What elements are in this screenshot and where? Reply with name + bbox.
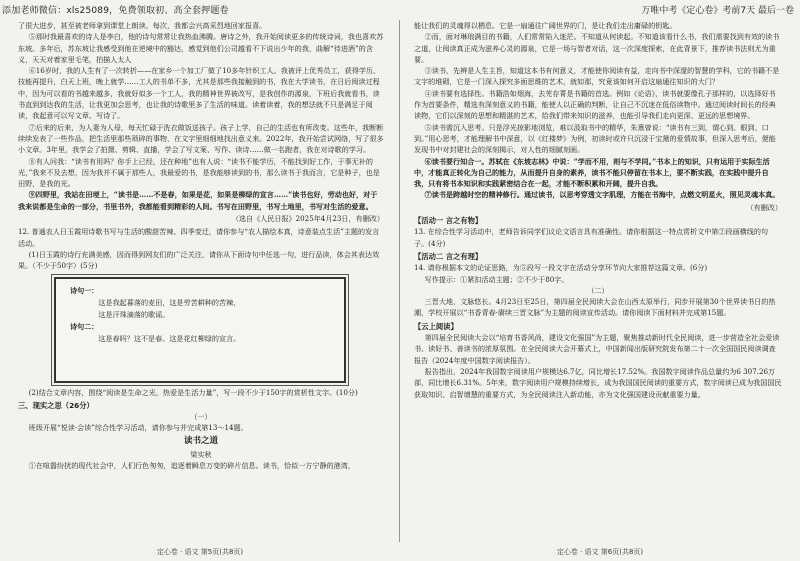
- question-14: 14. 请你根据本文的论证思路，为⑤段写一段文字在活动分享环节向大家推荐这篇文章。(6分): [414, 263, 708, 273]
- question-12-2: (2)结合文章内容，围绕“阅读是生命之光，热爱是生活力量”，写一段不少于150字的赏析性文字。(10分): [28, 387, 358, 397]
- paragraph: ⑦后来的后来，为人妻为人母，每天忙碌于洗衣做饭送孩子。孩子上学，自己的生活也有所改变。这些年，我断断续续发表了一些作品，把生活里那些琐碎的事物，在文字里细细地找出意义来。2022年，我开始尝试网络，写了很多小文章。3年里，我学会了拍摄、剪辑、直播，学会了写文案、写作、读诗……做一名跑者，我在对诗歌的学习。: [18, 122, 384, 155]
- paragraph: ⑥16岁时，我的人生有了一次转折——在家乡一个加工厂做了10多年针织工人。我被评上优秀员工，获得学历、技能再提升，白天上班，晚上就学……工人的书单不多，尤其是那些我接触到的书，我在大学读书，在日后阅读过程中，因为可以看的书越来越多，我就好似多一个工人，我的精神世界被改写，是我创作的源泉，下班后我就看书，读书直到到达我的生活，让我更加会思考，也让我的诗歌里多了生活的味道。读着读着，我的想法就不只是满足于阅读，我起意可以写文章、写诗了。: [18, 66, 381, 121]
- paragraph: ③读书，先辨是人生主旨，知道这本书有何意义，才能使你阅读有益，走向书中深邃的智慧的学科，它的书籍不是文字的堆砌，它是一门深入探究多面思维的艺术，就如那，究竟该如何开启这扇通往知识的大门？: [414, 66, 780, 87]
- section-title: 三、现实之思（26分）: [18, 400, 94, 410]
- paragraph: 了很大进步，甚至被老师拿到课堂上朗读。每次，我都会兴高采烈地回家报喜。: [18, 21, 267, 30]
- paragraph: ⑤读书需沉入思考。只是浮光掠影地浏览，难以汲取书中的精华，朱熹曾说：“读书有三到，谓心到、眼到、口到。”用心思考，才能理解书中深意，以《红楼梦》为例，初读时或许只沉浸于宝黛的爱情故事，但深入思考后，便能发现书中对封建社会的深刻揭示，对人性的细腻刻画。: [414, 122, 776, 155]
- paragraph: 能让我们的灵魂得以栖息。它是一扇通往广阔世界的门，是让我们走出庸碌的钥匙。: [414, 21, 677, 30]
- left-column: [18, 20, 384, 540]
- paragraph: ⑦读书是跨越时空的精神修行。通过读书，以思考穿透文字肌理，方能在书海中，点燃文明星火，照见灵魂本真。: [424, 190, 780, 200]
- material-paragraph: 报告指出，2024年我国数字阅读用户规模达6.7亿，同比增长17.52%。我国数字阅读作品总量约为6 307.26万部，同比增长6.31%。5年来，数字阅读用户规模持续增长，成为我国国民阅读的重要方式，数字阅读已成为我国国民获取知识、启智增慧的重要方式，为全民阅读注入新动能，亦为文化强国建设贡献重要力量。: [414, 366, 782, 399]
- paragraph: ①在喧嚣纷扰的现代社会中，人们行色匆匆，追逐着瞬息万变的碎片信息。读书，恰似一方宁静的港湾，: [28, 461, 355, 471]
- activity-2-title: 【活动二 言之有理】: [414, 251, 483, 261]
- page-footer-left: 定心卷 · 语文 第5页(共8页): [156, 548, 244, 556]
- activity-1-title: 【活动一 言之有物】: [414, 216, 483, 226]
- paragraph: ⑧有人问我：“读书有用吗？你手上已经，还在种地”也有人说：“读书不能学历，不能找到好工作，于事无补的光，”我来不及去想，因为我并不属于那些人，我最爱的书，是我能够读到的书，那么读书于我而言，它是种子，也是田野，是我的光。: [18, 156, 380, 189]
- cloud-reading-title: 【云上阅读】: [414, 321, 458, 331]
- activity-intro: 三晋大地，文脉悠长。4月23日至25日，第四届全民阅读大会在山西太原举行，同步开展第30个世界读书日的热潮，学校开展以“书香青春·赓续三晋文脉”为主题的阅读宣传活动。请你阅读下面材料并完成第15题。: [414, 297, 776, 318]
- source-note: （有删改）: [746, 202, 782, 212]
- poem-2-label: 诗句二：: [70, 321, 99, 331]
- poem-1-label: 诗句一：: [70, 285, 99, 295]
- poem-2-line: 这是春吗？这不是春。这是花红柳绿的宣言。: [98, 333, 241, 343]
- subsection-label: （二）: [587, 285, 609, 295]
- subsection-label: （一）: [190, 412, 212, 422]
- watermark-header: 添加老师微信：xls25089，免费领取初、高全套押题卷: [2, 6, 229, 16]
- paragraph: ⑨四野里，我站在田埂上，“读书是……不是春，如果是花，如果是柳绿的宣言……”读书也好，劳动也好，对于我来说都是生命的一部分，书里书外，我都能看到精彩的人间。书写在田野里，书写土地里，书写对生活的爱意。: [18, 190, 378, 211]
- page-footer-right: 定心卷 · 语文 第6页(共8页): [556, 548, 644, 556]
- essay-author: 梁实秋: [190, 450, 212, 460]
- question-12-1: (1)日玉霞的诗行充满美感，因而得到网友们的广泛关注，请你从下面诗句中任选一句，进行品读，体会其表达效果。（不少于50字）(5分): [18, 249, 380, 271]
- right-column: [414, 20, 782, 540]
- paragraph: ⑤那时我最喜欢的诗人是李白，他的诗句常常让我热血沸腾。唐诗之外，我开始阅读更多的传统诗词，我也喜欢苏东坡。多年后，苏东坡让我感受到他在逆境中的豁达，感觉到他们公司越看不下说出少年的我，曲解“待进酒”的含义，天天对着家里毛笔，拍描人太人: [18, 32, 384, 64]
- writing-tip: 写作提示：①紧扣活动主题；②不少于80字。: [424, 274, 569, 284]
- poem-box: [54, 277, 346, 383]
- question-13: 13. 在综合性学习活动中，老师告诉同学们议论文语言具有准确性。请你根据这一特点赏析文中第②段画横线的句子。(4分): [414, 227, 769, 248]
- material-paragraph: 第四届全民阅读大会以“培育书香风尚，建设文化强国”为主题，聚焦推动新时代全民阅读，进一步营造全社会爱读书、读好书、善读书的浓厚氛围。在全民阅读大会开幕式上，中国新闻出版研究院发布第二十一次全国国民阅读调查报告（2024年度中国数字阅读报告）。: [414, 333, 780, 365]
- exam-series-header: 万唯中考《定心卷》考前7天 最后一卷: [641, 6, 794, 16]
- essay-title: 读书之道: [183, 435, 218, 446]
- paragraph: ⑥读书要行知合一。苏轼在《东坡志林》中说：“学而不用，则与不学同。”书本上的知识，只有运用于实际生活中，才能真正转化为自己的能力，从而提升自身的素养，读书不能只停留在书本上，要不断实践，在实践中提升自我，只有将书本知识和实践紧密结合在一起，才能不断积累和开阔，提升自我。: [414, 156, 770, 189]
- paragraph: ②而，面对琳琅满目的书籍，人们常常陷入迷茫。不知道从何读起。不知道该看什么书，我们需要找到有效的读书之道，让阅读真正成为滋养心灵的源泉，它是一场与智者对话，这一次深度探索，在此背景下，推荐读书法则尤为重要。: [414, 32, 780, 64]
- question-12: 12. 普通农人日玉霞用诗歌书写与生活的酸甜苦辣、四季变迁，请你参与“农人描绘本真，诗意装点生活”主题的发言活动。: [18, 227, 380, 248]
- source-note: （选自《人民日报》2025年4月23日，有删改）: [231, 214, 384, 224]
- page-divider: [399, 20, 400, 542]
- poem-1-line: 这是汗珠滴落的歌谣。: [98, 309, 170, 319]
- activity-intro: 班级开展“悦读·会读”综合性学习活动，请你参与并完成第13～14题。: [28, 423, 248, 433]
- poem-1-line: 这是我起暮落的麦田，这是劳苦耕种的苦辣，: [98, 297, 241, 307]
- paragraph: ④读书要有选择性。书籍浩如烟海，去芜存菁是书籍的首选。例如《论语》，读书就要像孔子那样的，以选择好书作为首要条件，精选有深刻意义的书籍，能使人以正确的判断，让自己不沉迷在低俗读物中。通过阅读时间长的经典读物，它们以深刻的思想和精湛的艺术，给我们带来知识的滋养，也能引导我们走向更深、更远的思想境界。: [414, 88, 776, 121]
